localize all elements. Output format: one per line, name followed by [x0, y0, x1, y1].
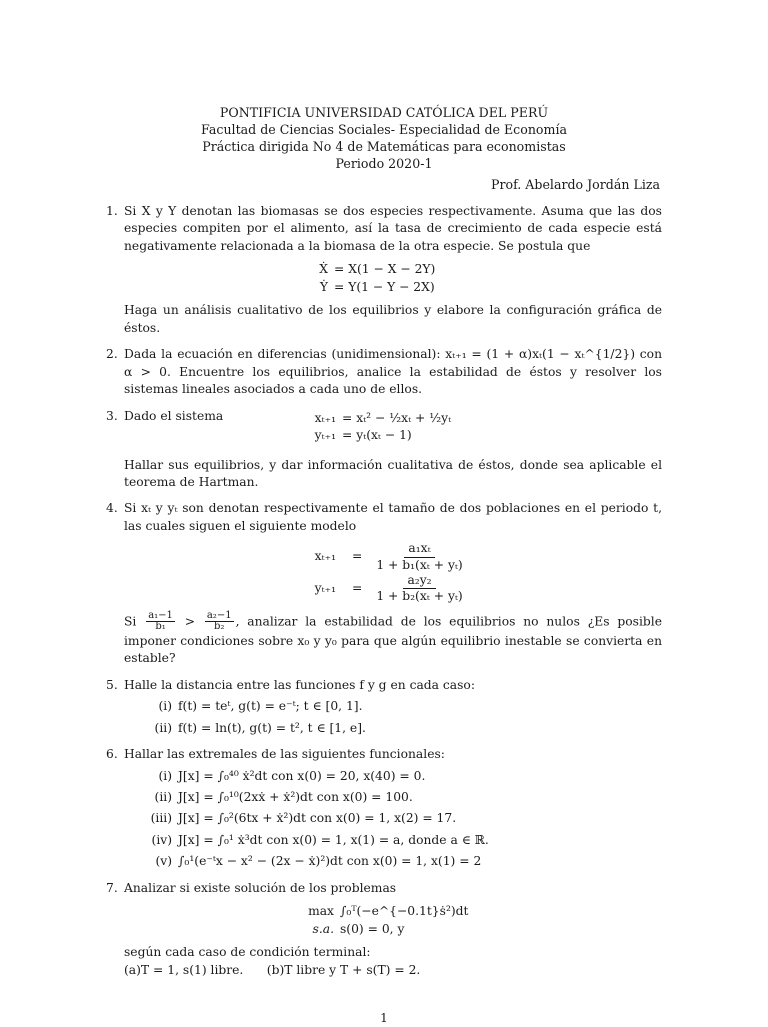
equation-rhs: = xₜ² − ½xₜ + ½yₜ — [342, 410, 452, 425]
equation-row — [308, 279, 662, 296]
equation-rhs: = X(1 − X − 2Y) — [334, 262, 436, 277]
equation-rhs: = yₜ(xₜ − 1) — [342, 427, 412, 442]
problem-3 — [106, 408, 662, 492]
equation-system — [302, 541, 662, 604]
list-item — [138, 698, 662, 715]
problem-number: 1. — [106, 204, 118, 218]
practice-title: Práctica dirigida No 4 de Matemáticas para economistas — [202, 139, 566, 155]
difference-equation: xₜ₊₁ = (1 + α)xₜ(1 − xₜ^{1/2}) con α > 0. — [124, 347, 663, 379]
item-label: (i) — [158, 699, 172, 714]
equation-row — [302, 541, 662, 573]
equation-row — [302, 410, 451, 427]
problem-list — [106, 203, 662, 988]
problem-text: Analizar si existe solución de los problemas — [124, 880, 397, 895]
fraction — [372, 541, 466, 573]
problem-1 — [106, 203, 662, 337]
item-label: (iv) — [151, 832, 172, 847]
list-item — [138, 720, 662, 737]
item-label: (i) — [158, 768, 172, 783]
list-item — [138, 832, 662, 849]
problem-text: Hallar las extremales de las siguientes funcionales: — [124, 747, 445, 762]
problem-instruction: Haga un análisis cualitativo de los equilibrios y elabore la configuración gráfica de éstos. — [124, 303, 662, 335]
equation-lhs: s.a. — [312, 921, 334, 936]
problem-4 — [106, 500, 662, 667]
problem-instruction: según cada caso de condición terminal: — [124, 945, 371, 960]
problem-number: 6. — [106, 747, 118, 762]
problem-instruction: Hallar sus equilibrios, y dar información cualitativa de éstos, donde sea aplicable el teorema de Hartman. — [124, 457, 662, 489]
equation-lhs: xₜ₊₁ — [314, 410, 336, 425]
list-item — [138, 853, 662, 870]
item-text: f(t) = ln(t), g(t) = t², t ∈ [1, e]. — [178, 720, 366, 735]
problem-5 — [106, 677, 662, 737]
item-label: (v) — [155, 854, 172, 869]
problem-text: Dado el sistema — [124, 408, 224, 423]
text-fragment: , analizar la estabilidad de los equilibrios no nulos ¿Es posible imponer condiciones sobre x₀ y y₀ para que algún equilibrio inestable se convierta en estable? — [124, 614, 662, 666]
fraction — [372, 573, 466, 605]
problem-number: 3. — [106, 408, 118, 423]
greater-than: > — [176, 614, 203, 629]
equation-system — [302, 410, 451, 445]
equation-lhs: max — [308, 904, 334, 919]
equation-rhs: = Y(1 − Y − 2X) — [334, 279, 435, 294]
equation-lhs: Ẏ — [319, 279, 328, 294]
sub-item-list — [138, 768, 662, 871]
page-number: 1 — [380, 1011, 388, 1025]
item-label: (ii) — [154, 789, 172, 804]
faculty-name: Facultad de Ciencias Sociales- Especialidad de Economía — [201, 122, 567, 138]
fraction — [146, 611, 175, 633]
text-fragment: Dada la ecuación en diferencias (unidimensional): — [124, 347, 446, 362]
fraction-denominator: b₂ — [213, 621, 225, 633]
equation-row — [302, 573, 662, 605]
equation-row — [304, 921, 662, 938]
sub-item-list — [138, 698, 662, 737]
fraction-numerator: a₂y₂ — [403, 573, 435, 589]
fraction-denominator: b₁ — [155, 621, 166, 633]
item-text: J[x] = ∫₀¹ ẋ³dt con x(0) = 1, x(1) = a, donde a ∈ ℝ. — [178, 832, 489, 847]
equation-lhs: yₜ₊₁ — [314, 427, 336, 442]
problem-text: Halle la distancia entre las funciones f y g en cada caso: — [124, 677, 475, 692]
problem-number: 4. — [106, 501, 118, 516]
period: Periodo 2020-1 — [335, 156, 433, 172]
item-label: (iii) — [150, 811, 172, 826]
document-header — [0, 104, 768, 173]
problem-text — [124, 346, 662, 398]
text-fragment: Encuentre los equilibrios, analice la estabilidad de éstos y resolver los sistemas lineales asociados a cada uno de ellos. — [124, 364, 662, 397]
professor-name: Prof. Abelardo Jordán Liza — [491, 177, 660, 192]
problem-2 — [106, 346, 662, 398]
list-item — [138, 789, 662, 806]
problem-text: Si X y Y denotan las biomasas se dos especies respectivamente. Asuma que las dos especies compiten por el alimento, así la tasa de crecimiento de cada especie está negativamente relacionada a la biomasa de la otra especie. Se postula que — [124, 204, 662, 253]
problem-3-head — [124, 408, 662, 452]
text-fragment: Si — [124, 614, 145, 629]
equation-rhs: ∫₀ᵀ(−e^{−0.1t}ṡ²)dt — [340, 904, 469, 919]
fraction-numerator: a₁xₜ — [404, 541, 434, 557]
item-text: ∫₀¹(e⁻ᵗx − x² − (2x − ẋ)²)dt con x(0) = 1, x(1) = 2 — [178, 854, 482, 869]
equals-sign: = — [352, 549, 363, 564]
equation-row — [302, 427, 451, 444]
list-item — [138, 810, 662, 827]
problem-text: Si xₜ y yₜ son denotan respectivamente el tamaño de dos poblaciones en el periodo t, las cuales siguen el siguiente modelo — [124, 501, 662, 533]
problem-number: 5. — [106, 677, 118, 692]
equation-system — [308, 261, 662, 296]
fraction-denominator: 1 + b₁(xₜ + yₜ) — [376, 557, 463, 572]
equals-sign: = — [352, 581, 363, 596]
equation-lhs: yₜ₊₁ — [314, 581, 336, 596]
fraction — [205, 611, 234, 633]
problem-number: 2. — [106, 347, 118, 362]
equation-lhs: xₜ₊₁ — [314, 549, 336, 564]
list-item — [138, 768, 662, 785]
equation-lhs: Ẋ — [319, 262, 328, 277]
terminal-conditions: (a)T = 1, s(1) libre. (b)T libre y T + s(T) = 2. — [124, 962, 421, 977]
problem-6 — [106, 746, 662, 871]
problem-7 — [106, 880, 662, 979]
item-text: J[x] = ∫₀¹⁰(2xẋ + ẋ²)dt con x(0) = 100. — [178, 789, 413, 804]
university-name: PONTIFICIA UNIVERSIDAD CATÓLICA DEL PERÚ — [219, 105, 549, 120]
problem-number: 7. — [106, 880, 118, 895]
item-text: J[x] = ∫₀⁴⁰ ẋ²dt con x(0) = 20, x(40) = 0. — [178, 768, 426, 783]
fraction-numerator: a₂−1 — [206, 609, 232, 621]
optimization-problem — [304, 903, 662, 938]
equation-row — [304, 903, 662, 920]
fraction-denominator: 1 + b₂(xₜ + yₜ) — [376, 589, 463, 604]
item-label: (ii) — [154, 720, 172, 735]
item-text: J[x] = ∫₀²(6tx + ẋ²)dt con x(0) = 1, x(2) = 17. — [178, 811, 457, 826]
equation-row — [308, 261, 662, 278]
item-text: f(t) = teᵗ, g(t) = e⁻ᵗ; t ∈ [0, 1]. — [178, 699, 363, 714]
problem-instruction — [124, 611, 662, 668]
equation-rhs: s(0) = 0, y — [340, 921, 405, 936]
fraction-numerator: a₁−1 — [148, 609, 173, 621]
